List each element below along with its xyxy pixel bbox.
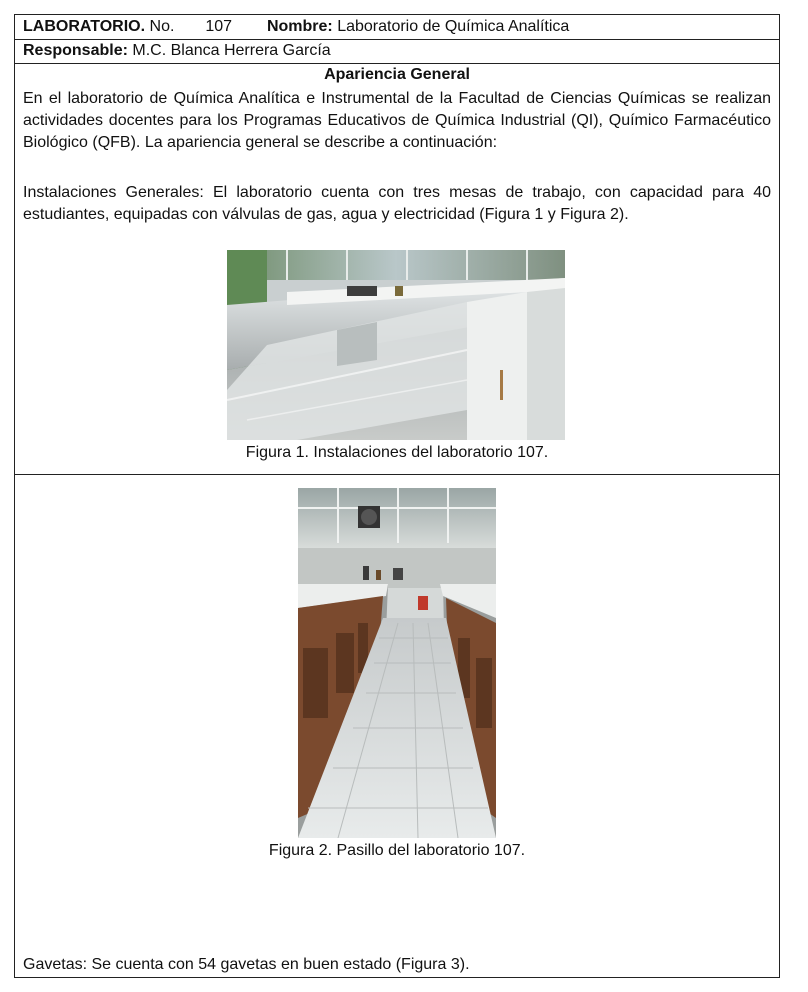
- responsable-value: M.C. Blanca Herrera García: [132, 42, 331, 59]
- lab-label: LABORATORIO.: [23, 18, 146, 35]
- responsable-line: [23, 42, 331, 60]
- intro-paragraph: En el laboratorio de Química Analítica e Instrumental de la Facultad de Ciencias Químicas se realizan actividades docentes para los Programas Educativos de Química Industrial (QI), Químico Farmacéutico Biológico (QFB). La apariencia general se describe a continuación:: [23, 90, 771, 151]
- section-title: Apariencia General: [324, 66, 470, 83]
- nombre-value: Laboratorio de Química Analítica: [337, 18, 570, 35]
- figure-1-caption: Figura 1. Instalaciones del laboratorio 107.: [245, 444, 549, 461]
- lab-record-document: [14, 14, 780, 976]
- responsable-row: [14, 39, 780, 64]
- figure-2-photo: [298, 488, 496, 838]
- nombre-label: Nombre:: [266, 18, 333, 35]
- apariencia-section-top: [14, 64, 780, 474]
- responsable-label: Responsable:: [23, 42, 128, 59]
- figure-1-photo: [227, 250, 565, 440]
- apariencia-section-bottom: [14, 474, 780, 978]
- header-line: [23, 18, 569, 36]
- header-row: [14, 14, 780, 40]
- figure-2-caption: Figura 2. Pasillo del laboratorio 107.: [268, 842, 526, 859]
- instalaciones-paragraph: Instalaciones Generales: El laboratorio cuenta con tres mesas de trabajo, con capacidad para 40 estudiantes, equipadas con válvulas de gas, agua y electricidad (Figura 1 y Figura 2).: [23, 184, 771, 223]
- no-label: No.: [149, 18, 175, 35]
- gavetas-paragraph: Gavetas: Se cuenta con 54 gavetas en buen estado (Figura 3).: [23, 956, 470, 973]
- lab-number: 107: [205, 18, 233, 35]
